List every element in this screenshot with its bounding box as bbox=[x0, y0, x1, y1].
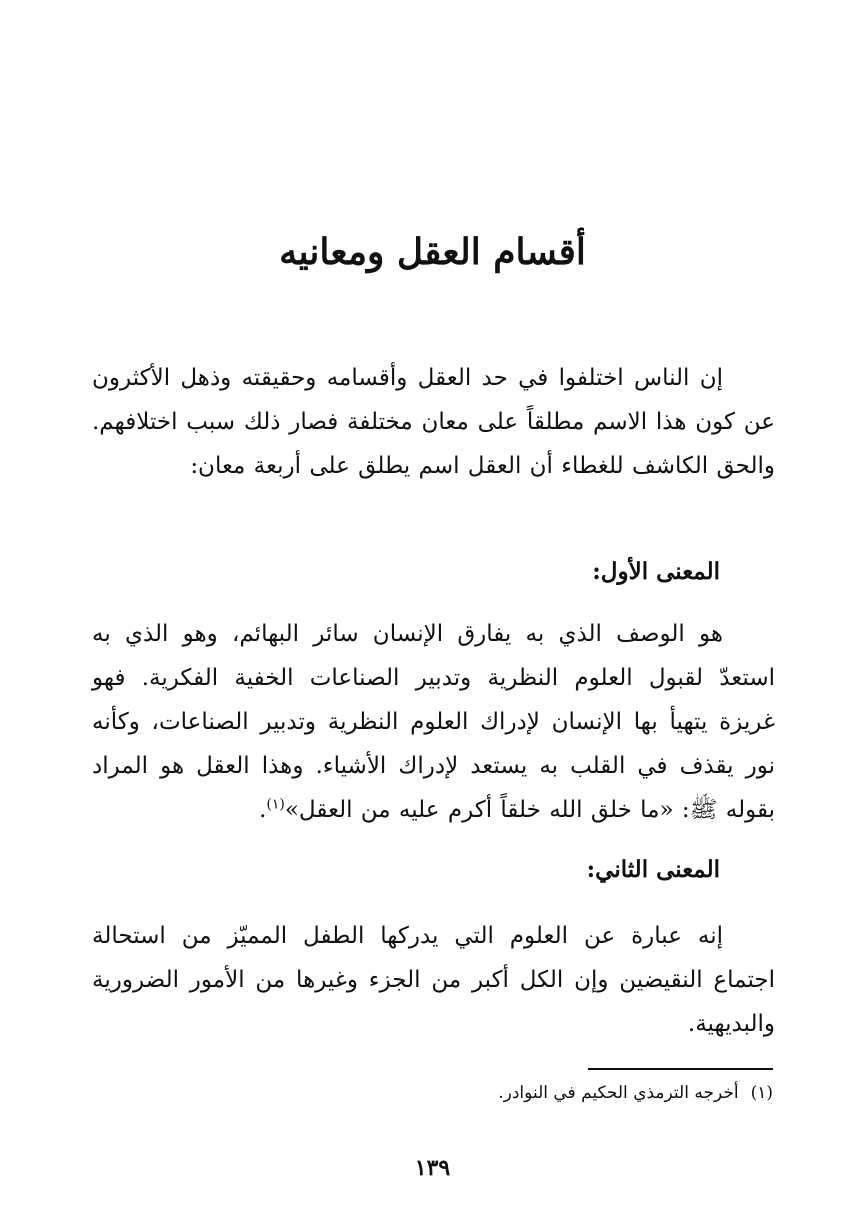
intro-paragraph bbox=[92, 356, 775, 488]
section-paragraph-second-meaning bbox=[92, 914, 775, 1046]
page-title: أقسام العقل ومعانيه bbox=[279, 231, 586, 273]
footnote-reference: (١) bbox=[266, 796, 285, 813]
section-heading-second-meaning: المعنى الثاني: bbox=[586, 856, 720, 883]
sentence-end: . bbox=[259, 797, 267, 823]
section-text: هو الوصف الذي به يفارق الإنسان سائر البهائم، وهو الذي به استعدّ لقبول العلوم النظرية وتدبير الصناعات الخفية الفكرية. فهو غريزة يتهيأ بها الإنسان لإدراك العلوم النظرية وتدبير الصناعات، وكأنه نور يقذف في القلب به يستعد لإدراك الأشياء. وهذا العقل هو المراد بقوله ﷺ: «ما خلق الله خلقاً أكرم عليه من العقل» bbox=[92, 621, 775, 823]
footnote bbox=[90, 1078, 773, 1108]
intro-text: إن الناس اختلفوا في حد العقل وأقسامه وحقيقته وذهل الأكثرون عن كون هذا الاسم مطلقاً على معان مختلفة فصار ذلك سبب اختلافهم. والحق الكاشف للغطاء أن العقل اسم يطلق على أربعة معان: bbox=[92, 365, 775, 479]
section-heading-first-meaning: المعنى الأول: bbox=[592, 558, 720, 585]
footnote-divider bbox=[588, 1068, 773, 1070]
section-text: إنه عبارة عن العلوم التي يدركها الطفل المميّز من استحالة اجتماع النقيضين وإن الكل أكبر من الجزء وغيرها من الأمور الضرورية والبديهية. bbox=[92, 923, 775, 1037]
footnote-text: أخرجه الترمذي الحكيم في النوادر. bbox=[498, 1083, 739, 1103]
footnote-number: (١) bbox=[750, 1083, 773, 1103]
section-paragraph-first-meaning bbox=[92, 612, 775, 832]
page-number: ١٣٩ bbox=[414, 1155, 451, 1181]
